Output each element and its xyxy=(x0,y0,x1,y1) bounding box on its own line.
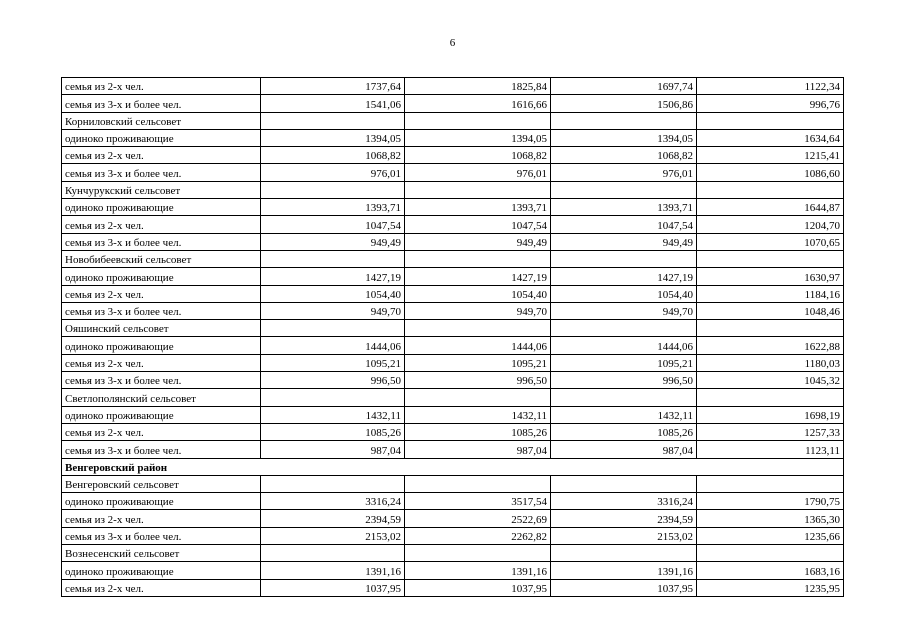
value-cell: 3517,54 xyxy=(405,493,551,510)
value-cell: 1616,66 xyxy=(405,95,551,112)
household-type-label: семья из 2-х чел. xyxy=(62,216,261,233)
section-heading-row xyxy=(62,181,844,198)
value-cell xyxy=(405,112,551,129)
value-cell: 1393,71 xyxy=(405,199,551,216)
value-cell: 1644,87 xyxy=(697,199,844,216)
value-cell: 1634,64 xyxy=(697,129,844,146)
household-type-label: одиноко проживающие xyxy=(62,199,261,216)
table-row xyxy=(62,423,844,440)
table-row xyxy=(62,302,844,319)
value-cell: 996,76 xyxy=(697,95,844,112)
value-cell xyxy=(551,475,697,492)
table-row xyxy=(62,527,844,544)
value-cell: 1054,40 xyxy=(405,285,551,302)
household-type-label: одиноко проживающие xyxy=(62,337,261,354)
household-type-label: семья из 2-х чел. xyxy=(62,579,261,596)
table-row xyxy=(62,78,844,95)
value-cell: 976,01 xyxy=(551,164,697,181)
council-name: Ояшинский сельсовет xyxy=(62,320,261,337)
section-heading-row xyxy=(62,475,844,492)
value-cell: 976,01 xyxy=(405,164,551,181)
value-cell: 1047,54 xyxy=(551,216,697,233)
value-cell: 949,70 xyxy=(261,302,405,319)
value-cell: 996,50 xyxy=(261,372,405,389)
value-cell: 1095,21 xyxy=(551,354,697,371)
value-cell xyxy=(261,181,405,198)
household-type-label: одиноко проживающие xyxy=(62,406,261,423)
value-cell: 1825,84 xyxy=(405,78,551,95)
value-cell: 1630,97 xyxy=(697,268,844,285)
value-cell: 1095,21 xyxy=(261,354,405,371)
value-cell: 949,70 xyxy=(405,302,551,319)
value-cell: 949,70 xyxy=(551,302,697,319)
value-cell: 1095,21 xyxy=(405,354,551,371)
value-cell xyxy=(405,545,551,562)
table-row xyxy=(62,216,844,233)
district-heading-row xyxy=(62,458,844,475)
section-heading-row xyxy=(62,545,844,562)
value-cell xyxy=(697,545,844,562)
household-type-label: семья из 3-х и более чел. xyxy=(62,302,261,319)
value-cell xyxy=(261,389,405,406)
value-cell: 1737,64 xyxy=(261,78,405,95)
value-cell: 1697,74 xyxy=(551,78,697,95)
value-cell: 2153,02 xyxy=(261,527,405,544)
value-cell: 1085,26 xyxy=(261,423,405,440)
household-type-label: семья из 3-х и более чел. xyxy=(62,233,261,250)
value-cell: 1365,30 xyxy=(697,510,844,527)
value-cell: 1790,75 xyxy=(697,493,844,510)
value-cell xyxy=(551,320,697,337)
table-row xyxy=(62,95,844,112)
value-cell: 3316,24 xyxy=(261,493,405,510)
council-name: Вознесенский сельсовет xyxy=(62,545,261,562)
value-cell: 1086,60 xyxy=(697,164,844,181)
value-cell: 1235,66 xyxy=(697,527,844,544)
value-cell xyxy=(697,389,844,406)
value-cell: 976,01 xyxy=(261,164,405,181)
table-row xyxy=(62,510,844,527)
council-name: Корниловский сельсовет xyxy=(62,112,261,129)
value-cell: 2394,59 xyxy=(551,510,697,527)
table-row xyxy=(62,164,844,181)
value-cell: 1047,54 xyxy=(261,216,405,233)
value-cell xyxy=(551,389,697,406)
value-cell: 1394,05 xyxy=(261,129,405,146)
household-type-label: семья из 2-х чел. xyxy=(62,147,261,164)
value-cell xyxy=(261,112,405,129)
household-type-label: семья из 2-х чел. xyxy=(62,78,261,95)
value-cell: 1047,54 xyxy=(405,216,551,233)
value-cell: 1054,40 xyxy=(261,285,405,302)
tariff-table xyxy=(61,77,844,597)
value-cell: 1391,16 xyxy=(405,562,551,579)
value-cell: 2262,82 xyxy=(405,527,551,544)
value-cell xyxy=(551,181,697,198)
value-cell: 1068,82 xyxy=(261,147,405,164)
value-cell: 1048,46 xyxy=(697,302,844,319)
value-cell: 1070,65 xyxy=(697,233,844,250)
table-row xyxy=(62,406,844,423)
section-heading-row xyxy=(62,389,844,406)
value-cell: 1204,70 xyxy=(697,216,844,233)
value-cell xyxy=(551,112,697,129)
value-cell: 1391,16 xyxy=(261,562,405,579)
table-row xyxy=(62,199,844,216)
district-name: Венгеровский район xyxy=(62,458,844,475)
value-cell: 1427,19 xyxy=(261,268,405,285)
table-row xyxy=(62,493,844,510)
table-row xyxy=(62,579,844,596)
value-cell: 1085,26 xyxy=(405,423,551,440)
value-cell: 1037,95 xyxy=(261,579,405,596)
value-cell: 1180,03 xyxy=(697,354,844,371)
value-cell xyxy=(261,475,405,492)
table-row xyxy=(62,233,844,250)
value-cell: 3316,24 xyxy=(551,493,697,510)
value-cell: 1257,33 xyxy=(697,423,844,440)
value-cell: 1683,16 xyxy=(697,562,844,579)
household-type-label: одиноко проживающие xyxy=(62,493,261,510)
table-row xyxy=(62,441,844,458)
table-row xyxy=(62,129,844,146)
council-name: Венгеровский сельсовет xyxy=(62,475,261,492)
value-cell xyxy=(405,320,551,337)
table-row xyxy=(62,372,844,389)
table-row xyxy=(62,147,844,164)
value-cell: 1394,05 xyxy=(405,129,551,146)
value-cell: 1444,06 xyxy=(405,337,551,354)
section-heading-row xyxy=(62,112,844,129)
household-type-label: семья из 3-х и более чел. xyxy=(62,372,261,389)
value-cell: 1444,06 xyxy=(551,337,697,354)
value-cell: 1045,32 xyxy=(697,372,844,389)
household-type-label: семья из 2-х чел. xyxy=(62,510,261,527)
household-type-label: семья из 2-х чел. xyxy=(62,354,261,371)
table-body xyxy=(62,78,844,597)
value-cell xyxy=(405,181,551,198)
value-cell: 1394,05 xyxy=(551,129,697,146)
value-cell: 949,49 xyxy=(261,233,405,250)
page-number: 6 xyxy=(449,37,456,49)
value-cell: 2394,59 xyxy=(261,510,405,527)
value-cell xyxy=(551,250,697,267)
table-row xyxy=(62,562,844,579)
household-type-label: одиноко проживающие xyxy=(62,268,261,285)
value-cell: 1068,82 xyxy=(551,147,697,164)
value-cell xyxy=(261,250,405,267)
value-cell xyxy=(697,475,844,492)
value-cell xyxy=(405,475,551,492)
value-cell xyxy=(697,250,844,267)
value-cell xyxy=(697,181,844,198)
value-cell: 1068,82 xyxy=(405,147,551,164)
council-name: Светлополянский сельсовет xyxy=(62,389,261,406)
value-cell: 1432,11 xyxy=(551,406,697,423)
value-cell: 949,49 xyxy=(551,233,697,250)
value-cell: 1391,16 xyxy=(551,562,697,579)
value-cell: 1427,19 xyxy=(551,268,697,285)
table-row xyxy=(62,285,844,302)
value-cell: 1122,34 xyxy=(697,78,844,95)
value-cell xyxy=(261,545,405,562)
value-cell: 2522,69 xyxy=(405,510,551,527)
household-type-label: семья из 2-х чел. xyxy=(62,423,261,440)
council-name: Кунчурукский сельсовет xyxy=(62,181,261,198)
value-cell: 996,50 xyxy=(551,372,697,389)
value-cell: 1432,11 xyxy=(405,406,551,423)
value-cell xyxy=(261,320,405,337)
household-type-label: семья из 3-х и более чел. xyxy=(62,164,261,181)
value-cell: 1432,11 xyxy=(261,406,405,423)
value-cell: 1622,88 xyxy=(697,337,844,354)
value-cell: 1393,71 xyxy=(551,199,697,216)
value-cell: 949,49 xyxy=(405,233,551,250)
table-row xyxy=(62,354,844,371)
value-cell: 987,04 xyxy=(405,441,551,458)
value-cell xyxy=(405,250,551,267)
household-type-label: семья из 2-х чел. xyxy=(62,285,261,302)
value-cell: 987,04 xyxy=(261,441,405,458)
value-cell: 1698,19 xyxy=(697,406,844,423)
value-cell: 996,50 xyxy=(405,372,551,389)
value-cell: 987,04 xyxy=(551,441,697,458)
council-name: Новобибеевский сельсовет xyxy=(62,250,261,267)
section-heading-row xyxy=(62,250,844,267)
household-type-label: семья из 3-х и более чел. xyxy=(62,441,261,458)
value-cell: 1037,95 xyxy=(551,579,697,596)
value-cell: 1085,26 xyxy=(551,423,697,440)
value-cell: 1184,16 xyxy=(697,285,844,302)
section-heading-row xyxy=(62,320,844,337)
value-cell: 1235,95 xyxy=(697,579,844,596)
table-row xyxy=(62,337,844,354)
household-type-label: одиноко проживающие xyxy=(62,129,261,146)
household-type-label: семья из 3-х и более чел. xyxy=(62,95,261,112)
value-cell: 1444,06 xyxy=(261,337,405,354)
value-cell: 1506,86 xyxy=(551,95,697,112)
value-cell: 1393,71 xyxy=(261,199,405,216)
value-cell: 1541,06 xyxy=(261,95,405,112)
value-cell: 1037,95 xyxy=(405,579,551,596)
value-cell xyxy=(551,545,697,562)
value-cell: 1215,41 xyxy=(697,147,844,164)
value-cell xyxy=(697,112,844,129)
table-row xyxy=(62,268,844,285)
value-cell: 2153,02 xyxy=(551,527,697,544)
value-cell xyxy=(697,320,844,337)
value-cell xyxy=(405,389,551,406)
value-cell: 1054,40 xyxy=(551,285,697,302)
value-cell: 1427,19 xyxy=(405,268,551,285)
household-type-label: одиноко проживающие xyxy=(62,562,261,579)
household-type-label: семья из 3-х и более чел. xyxy=(62,527,261,544)
value-cell: 1123,11 xyxy=(697,441,844,458)
